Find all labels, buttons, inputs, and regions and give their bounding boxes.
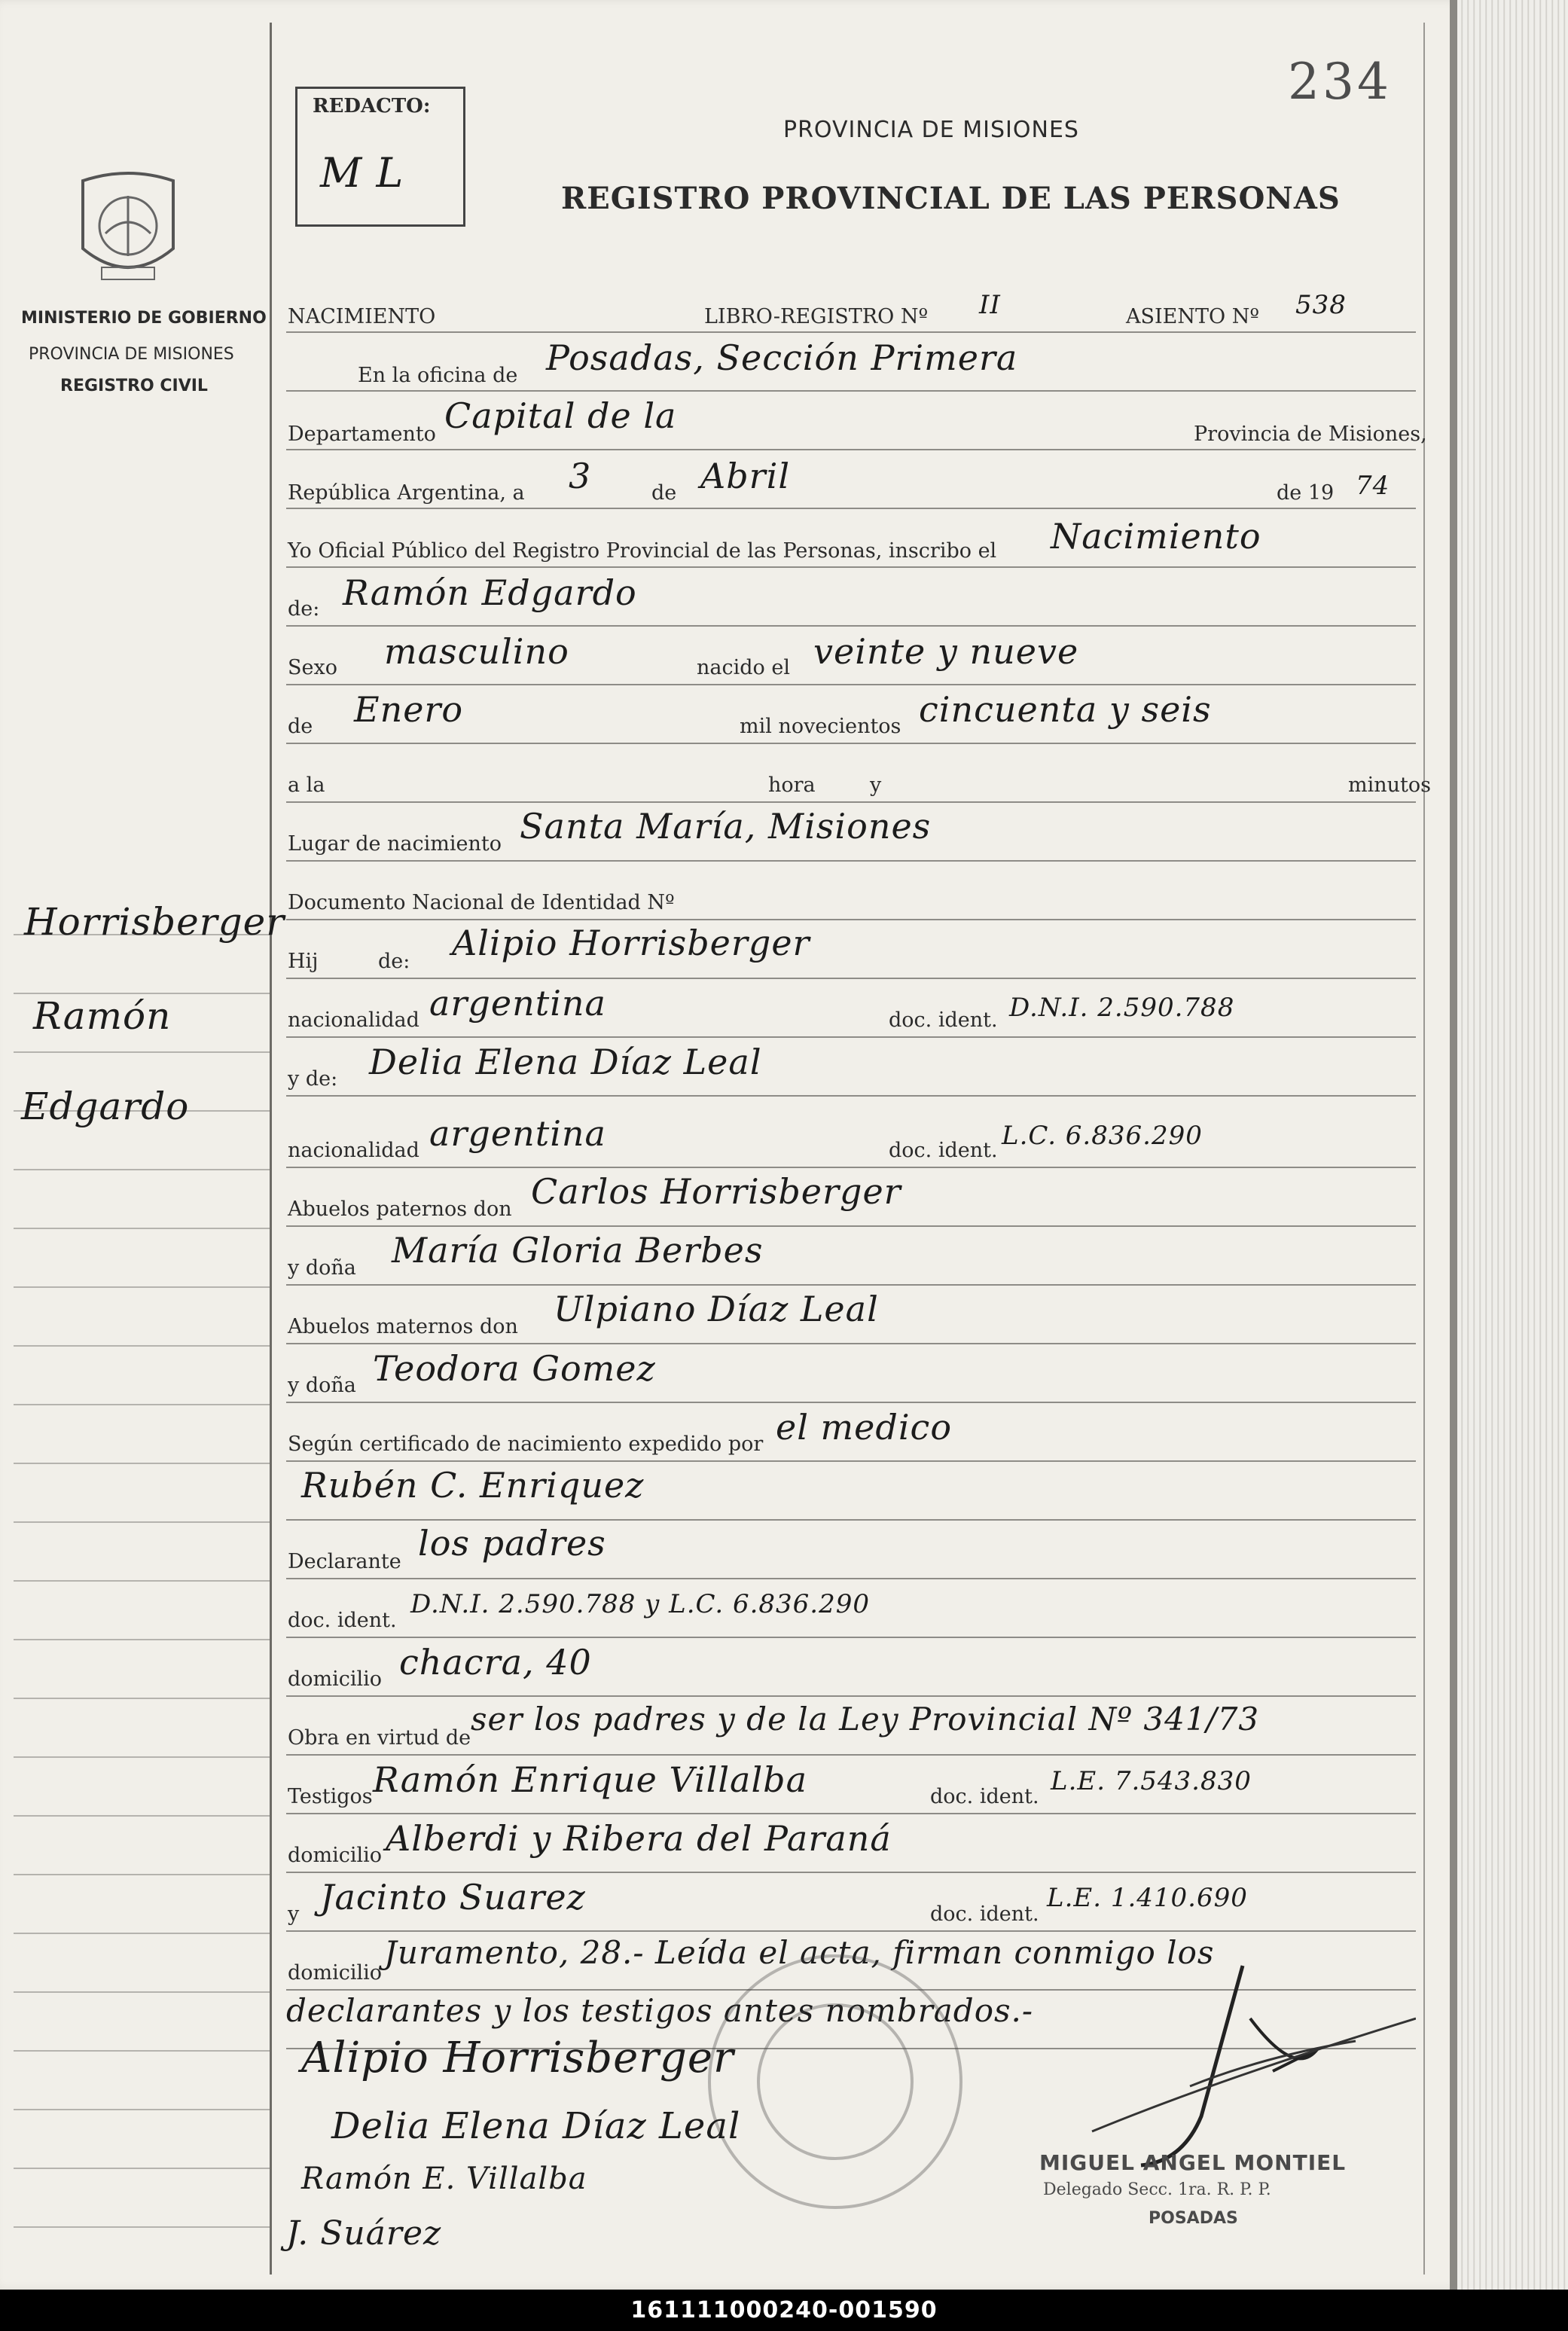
- form-rule-line: [286, 860, 1416, 862]
- form-rule-line: [286, 449, 1416, 450]
- record-type-label: NACIMIENTO: [288, 305, 436, 328]
- nacido-label: nacido el: [697, 656, 790, 679]
- day-value: 3: [569, 456, 592, 496]
- mother-yde-label: y de:: [288, 1067, 338, 1091]
- inscribo-value: Nacimiento: [1051, 516, 1261, 557]
- form-rule-line: [286, 390, 1416, 392]
- testigo1-dom-label: domicilio: [288, 1844, 383, 1867]
- decl-doc-label: doc. ident.: [288, 1609, 397, 1632]
- year-label: de 19: [1277, 481, 1335, 505]
- margin-firstname: Ramón: [33, 994, 172, 1038]
- form-rule-line: [286, 1754, 1416, 1756]
- registry-seal-inner: [757, 2003, 914, 2160]
- margin-ruled-line: [14, 1521, 270, 1523]
- lugar-value: Santa María, Misiones: [520, 806, 932, 847]
- libro-label: LIBRO-REGISTRO Nº: [704, 305, 929, 328]
- margin-ruled-line: [14, 1169, 270, 1170]
- form-rule-line: [286, 1578, 1416, 1579]
- form-rule-line: [286, 1930, 1416, 1932]
- province-header: PROVINCIA DE MISIONES: [783, 117, 1079, 143]
- libro-value: II: [979, 290, 1001, 320]
- oficina-label: En la oficina de: [358, 364, 518, 387]
- margin-ruled-line: [14, 1815, 270, 1817]
- form-rule-line: [286, 919, 1416, 920]
- father-name: Alipio Horrisberger: [452, 923, 810, 963]
- hora-label: hora: [768, 773, 816, 797]
- birth-month-de: de: [288, 715, 313, 738]
- redacto-label: REDACTO:: [313, 95, 431, 117]
- hij-de-label: de:: [378, 950, 410, 973]
- testigo1-doc-label: doc. ident.: [930, 1785, 1039, 1808]
- margin-ruled-line: [14, 1228, 270, 1229]
- margin-surname: Horrisberger: [24, 900, 285, 944]
- testigo1-dom: Alberdi y Ribera del Paraná: [386, 1818, 892, 1859]
- signature-witness1: Ramón E. Villalba: [301, 2162, 587, 2196]
- abuela-mat: Teodora Gomez: [373, 1348, 656, 1389]
- testigo2-dom: Juramento, 28.- Leída el acta, firman conmigo los: [384, 1934, 1215, 1971]
- margin-ruled-line: [14, 1756, 270, 1758]
- medico-name: Rubén C. Enriquez: [301, 1465, 645, 1506]
- margin-ruled-line: [14, 1991, 270, 1993]
- margin-ruled-line: [14, 2050, 270, 2052]
- margin-ruled-line: [14, 1404, 270, 1405]
- form-rule-line: [286, 1225, 1416, 1227]
- name-de-label: de:: [288, 597, 320, 621]
- certificado-value: el medico: [776, 1407, 953, 1448]
- form-rule-line: [286, 1460, 1416, 1462]
- page-stack: [1457, 0, 1568, 2290]
- y-label: y: [870, 773, 882, 797]
- closing-line: declarantes y los testigos antes nombrados.-: [286, 1992, 1034, 2029]
- margin-ruled-line: [14, 2109, 270, 2110]
- month-value: Abril: [700, 456, 791, 496]
- testigo2-doc: L.E. 1.410.690: [1047, 1883, 1248, 1913]
- form-rule-line: [286, 1167, 1416, 1168]
- margin-ruled-line: [14, 1051, 270, 1053]
- declarante-value: los padres: [418, 1523, 606, 1564]
- abuela-pat-label: y doña: [288, 1256, 356, 1280]
- official-city: POSADAS: [1149, 2209, 1238, 2228]
- signature-witness2: J. Suárez: [286, 2214, 442, 2253]
- form-rule-line: [286, 684, 1416, 685]
- mother-doc: L.C. 6.836.290: [1002, 1121, 1203, 1151]
- form-rule-line: [286, 743, 1416, 744]
- margin-ruled-line: [14, 1345, 270, 1347]
- father-nat-label: nacionalidad: [288, 1008, 419, 1032]
- year-value: 74: [1356, 471, 1390, 501]
- form-rule-line: [286, 1519, 1416, 1521]
- form-rule-line: [286, 508, 1416, 509]
- father-doc: D.N.I. 2.590.788: [1009, 993, 1235, 1023]
- form-rule-line: [286, 1036, 1416, 1038]
- margin-ruled-line: [14, 1639, 270, 1640]
- margin-ruled-line: [14, 1286, 270, 1288]
- abuela-pat: María Gloria Berbes: [392, 1230, 764, 1271]
- margin-province: PROVINCIA DE MISIONES: [29, 345, 234, 364]
- registered-name: Ramón Edgardo: [343, 572, 637, 613]
- decl-domicilio-label: domicilio: [288, 1667, 383, 1691]
- testigo1-doc: L.E. 7.543.830: [1051, 1766, 1252, 1796]
- testigo2: Jacinto Suarez: [320, 1877, 586, 1918]
- abuelos-pat-label: Abuelos paternos don: [288, 1198, 512, 1221]
- oficina-value: Posadas, Sección Primera: [546, 337, 1018, 378]
- margin-ruled-line: [14, 2226, 270, 2228]
- republica-label: República Argentina, a: [288, 481, 525, 505]
- asiento-value: 538: [1295, 290, 1347, 320]
- mil-label: mil novecientos: [740, 715, 901, 738]
- margin-ruled-line: [14, 1933, 270, 1934]
- certificado-label: Según certificado de nacimiento expedido por: [288, 1432, 764, 1456]
- registry-title: REGISTRO PROVINCIAL DE LAS PERSONAS: [561, 181, 1341, 216]
- mother-nat: argentina: [429, 1113, 606, 1154]
- form-rule-line: [286, 1872, 1416, 1873]
- mother-doc-label: doc. ident.: [889, 1139, 998, 1162]
- margin-middlename: Edgardo: [21, 1085, 190, 1128]
- form-rule-line: [286, 1343, 1416, 1344]
- father-nat: argentina: [429, 983, 606, 1024]
- form-rule-line: [286, 1284, 1416, 1286]
- province-emblem: [75, 166, 181, 294]
- decl-doc: D.N.I. 2.590.788 y L.C. 6.836.290: [410, 1589, 870, 1619]
- mother-nat-label: nacionalidad: [288, 1139, 419, 1162]
- margin-ruled-line: [14, 1698, 270, 1699]
- father-doc-label: doc. ident.: [889, 1008, 998, 1032]
- ala-label: a la: [288, 773, 325, 797]
- form-rule-line: [286, 1637, 1416, 1638]
- birth-month: Enero: [354, 689, 464, 730]
- form-rule-line: [286, 1095, 1416, 1097]
- form-rule-line: [286, 1813, 1416, 1814]
- testigo2-doc-label: doc. ident.: [930, 1902, 1039, 1926]
- sexo-label: Sexo: [288, 656, 337, 679]
- form-rule-line: [286, 331, 1416, 333]
- form-rule-line: [286, 1402, 1416, 1403]
- dni-label: Documento Nacional de Identidad Nº: [288, 891, 675, 914]
- margin-ruled-line: [14, 1874, 270, 1875]
- asiento-label: ASIENTO Nº: [1126, 305, 1260, 328]
- form-rule-line: [286, 978, 1416, 979]
- form-rule-line: [286, 801, 1416, 803]
- civil-registry-label: REGISTRO CIVIL: [60, 377, 208, 395]
- abuela-mat-label: y doña: [288, 1374, 356, 1397]
- abuelos-mat-label: Abuelos maternos don: [288, 1315, 518, 1338]
- sexo-value: masculino: [384, 631, 569, 672]
- declarante-label: Declarante: [288, 1550, 401, 1573]
- right-rule: [1423, 23, 1425, 2275]
- form-rule-line: [286, 625, 1416, 627]
- birth-year: cincuenta y seis: [919, 689, 1212, 730]
- signature-mother: Delia Elena Díaz Leal: [331, 2105, 741, 2147]
- abuelo-pat: Carlos Horrisberger: [531, 1171, 901, 1212]
- hij-label: Hij: [288, 950, 319, 973]
- obra-label: Obra en virtud de: [288, 1726, 471, 1750]
- margin-ruled-line: [14, 2168, 270, 2169]
- redacto-box: [295, 87, 465, 227]
- testigo2-dom-label: domicilio: [288, 1961, 383, 1985]
- lugar-label: Lugar de nacimiento: [288, 832, 502, 856]
- margin-ruled-line: [14, 1463, 270, 1464]
- obra-value: ser los padres y de la Ley Provincial Nº 341/73: [471, 1701, 1260, 1738]
- month-de-label: de: [651, 481, 677, 505]
- redacto-initials: M L: [320, 149, 404, 197]
- form-rule-line: [286, 566, 1416, 568]
- departamento-value: Capital de la: [444, 395, 677, 436]
- y-testigo-label: y: [288, 1902, 300, 1926]
- official-name: MIGUEL ANGEL MONTIEL: [1039, 2150, 1347, 2175]
- form-rule-line: [286, 1695, 1416, 1697]
- decl-domicilio: chacra, 40: [399, 1642, 592, 1683]
- nacido-value: veinte y nueve: [813, 631, 1079, 672]
- signature-father: Alipio Horrisberger: [301, 2034, 734, 2082]
- mother-name: Delia Elena Díaz Leal: [369, 1042, 762, 1082]
- provincia-suffix: Provincia de Misiones,: [1194, 423, 1427, 446]
- ministry-label: MINISTERIO DE GOBIERNO: [21, 309, 267, 328]
- abuelo-mat: Ulpiano Díaz Leal: [554, 1289, 879, 1329]
- image-id-footer: 161111000240-001590: [0, 2290, 1568, 2331]
- minutos-label: minutos: [1348, 773, 1431, 797]
- margin-rule: [270, 23, 272, 2275]
- official-role: Delegado Secc. 1ra. R. P. P.: [1043, 2180, 1271, 2199]
- margin-ruled-line: [14, 1580, 270, 1582]
- testigos-label: Testigos: [288, 1785, 373, 1808]
- testigo1: Ramón Enrique Villalba: [373, 1759, 808, 1800]
- page-number: 234: [1288, 53, 1392, 111]
- departamento-label: Departamento: [288, 423, 436, 446]
- oficial-text: Yo Oficial Público del Registro Provincial de las Personas, inscribo el: [288, 539, 997, 563]
